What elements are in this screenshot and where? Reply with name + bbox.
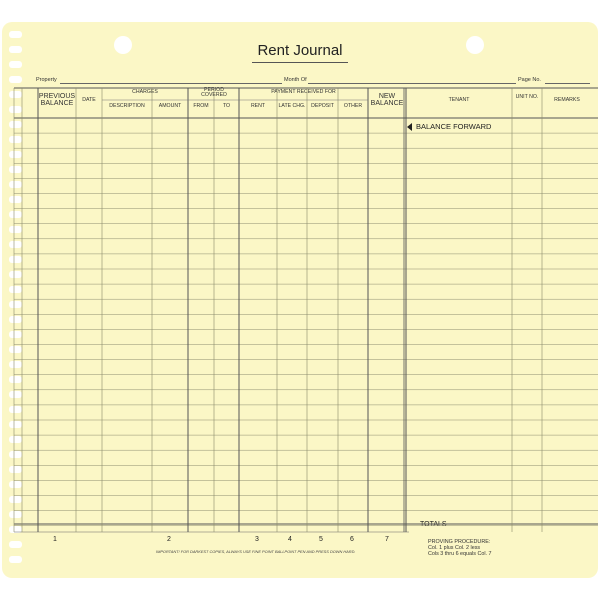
proving-title: PROVING PROCEDURE: <box>428 539 491 545</box>
header-other: OTHER <box>343 103 363 109</box>
header-previous-balance: PREVIOUS BALANCE <box>38 93 76 108</box>
header-date: DATE <box>82 97 96 103</box>
page-label: Page No. <box>518 77 541 83</box>
page-title: Rent Journal <box>257 42 343 59</box>
balance-forward-label: BALANCE FORWARD <box>416 122 492 131</box>
header-late-chg: LATE CHG. <box>278 103 306 109</box>
header-new-balance: NEW BALANCE <box>370 93 404 108</box>
header-remarks: REMARKS <box>554 97 580 103</box>
col-number-4: 4 <box>288 536 292 543</box>
header-tenant: TENANT <box>448 97 470 103</box>
col-number-5: 5 <box>319 536 323 543</box>
col-number-7: 7 <box>385 536 389 543</box>
header-unit-no: UNIT NO. <box>515 94 539 100</box>
col-number-3: 3 <box>255 536 259 543</box>
property-label: Property <box>36 77 57 83</box>
header-deposit: DEPOSIT <box>311 103 334 109</box>
header-amount: AMOUNT <box>158 103 182 109</box>
header-charges: CHARGES <box>132 89 158 95</box>
proving-line-2: Cols 3 thru 6 equals Col. 7 <box>428 551 492 558</box>
header-to: TO <box>222 103 231 109</box>
header-description: DESCRIPTION <box>109 103 145 109</box>
header-from: FROM <box>193 103 209 109</box>
totals-label: TOTALS <box>420 521 447 528</box>
header-period-covered: PERIOD COVERED <box>201 87 227 99</box>
proving-line-1: Col. 1 plus Col. 2 less <box>428 545 481 552</box>
month-label: Month Of <box>284 77 307 83</box>
col-number-1: 1 <box>53 536 57 543</box>
pen-instruction-note: IMPORTANT! FOR DARKEST COPIES, ALWAYS USE FINE POINT BALLPOINT PEN AND PRESS DOWN HARD. <box>156 549 356 554</box>
header-payment-received-for: PAYMENT RECEIVED FOR <box>271 89 336 95</box>
col-number-6: 6 <box>350 536 354 543</box>
header-rent: RENT <box>250 103 266 109</box>
col-number-2: 2 <box>167 536 171 543</box>
